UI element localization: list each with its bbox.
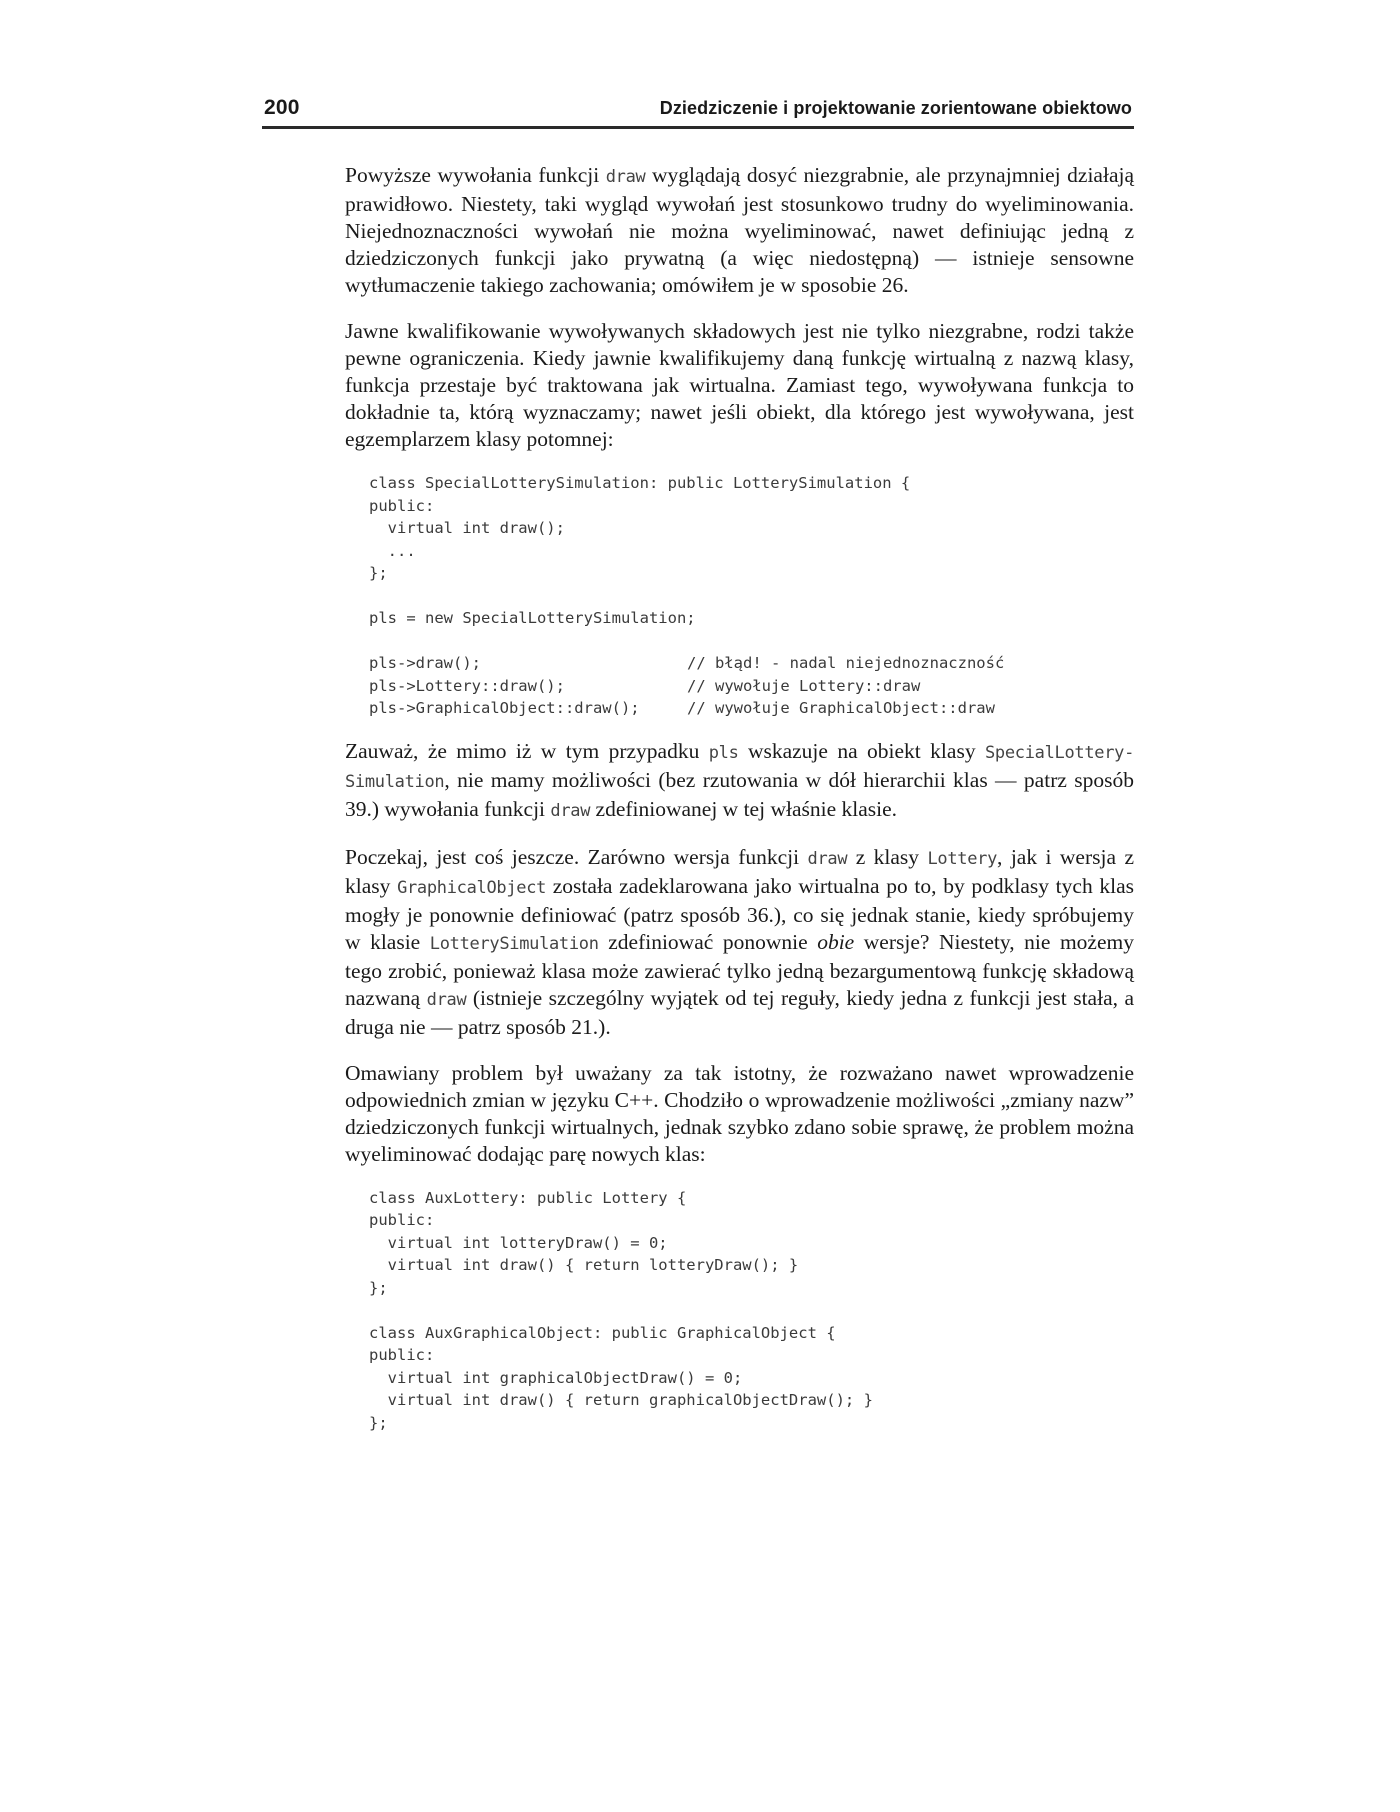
text-span: zdefiniowanej w tej właśnie klasie.	[590, 796, 898, 821]
inline-code: draw	[605, 167, 646, 187]
code-line	[369, 675, 1134, 698]
code-line: virtual int draw() { return lotteryDraw(); }	[369, 1256, 799, 1274]
text-span: , nie mamy możliwości (bez rzutowania w dół hierarchii klas — patrz sposób 39.) wywołania funkcji	[345, 767, 1134, 821]
inline-code: SpecialLottery-Simulation	[345, 742, 1135, 792]
code-line: public:	[369, 1346, 435, 1364]
text-span: wersje? Niestety, nie możemy tego zrobić, ponieważ klasa może zawierać tylko jedną bezargumentową funkcję składową nazwaną	[345, 929, 1134, 1010]
code-line: virtual int graphicalObjectDraw() = 0;	[369, 1368, 743, 1387]
paragraph-2: Jawne kwalifikowanie wywoływanych składowych jest nie tylko niezgrabne, rodzi także pewne ograniczenia. Kiedy jawnie kwalifikujemy daną funkcję wirtualną z nazwą klasy, funkcja przestaje być traktowana jak wirtualna. Zamiast tego, wywoływana funkcja to dokładnie ta, którą wyznaczamy; nawet jeśli obiekt, dla którego jest wywoływana, jest egzemplarzem klasy potomnej:	[345, 319, 1134, 451]
code-comment: // wywołuje GraphicalObject::draw	[687, 699, 995, 717]
code-block-2	[369, 1187, 1134, 1435]
code-line: ...	[369, 541, 416, 560]
emphasis: obie	[817, 929, 855, 954]
code-gap	[369, 630, 1134, 653]
code-line: class AuxLottery: public Lottery {	[369, 1188, 687, 1207]
code-statement: pls->Lottery::draw();	[369, 676, 565, 695]
text-span: Powyższe wywołania funkcji	[345, 163, 606, 187]
paragraph-5: Omawiany problem był uważany za tak istotny, że rozważano nawet wprowadzenie odpowiednich zmian w języku C++. Chodziło o wprowadzenie możliwości „zmiany nazw” dziedziczonych funkcji wirtualnych, jednak szybko zdano sobie sprawę, że problem można wyeliminować dodając parę nowych klas:	[345, 1060, 1134, 1166]
code-block-1	[369, 472, 1134, 720]
code-line: virtual int lotteryDraw() = 0;	[369, 1233, 668, 1252]
text-span: wyglądają dosyć niezgrabnie, ale przynajmniej działają prawidłowo. Niestety, taki wygląd wywołań jest stosunkowo trudny do wyeliminowania. Niejednoznaczności wywołań nie można wyeliminować, nawet definiując jedną z dziedziczonych funkcji jako prywatną (a więc niedostępną) — istnieje sensowne wytłumaczenie takiego zachowania; omówiłem je w sposobie 26.	[345, 163, 1135, 297]
code-line: };	[369, 564, 388, 582]
inline-code: LotterySimulation	[429, 933, 599, 954]
code-line: virtual int draw() { return graphicalObjectDraw(); }	[369, 1391, 873, 1409]
text-span: Zauważ, że mimo iż w tym przypadku	[345, 738, 709, 763]
inline-code: Lottery	[927, 848, 998, 869]
page-body	[345, 162, 1134, 1452]
code-statement: pls->draw();	[369, 654, 481, 672]
chapter-title: Dziedziczenie i projektowanie zorientowane obiektowo	[659, 98, 1132, 118]
text-span: z klasy	[847, 844, 928, 869]
code-line	[369, 652, 1134, 675]
code-line: public:	[369, 1211, 435, 1229]
text-span: (istnieje szczególny wyjątek od tej reguły, kiedy jedna z funkcji jest stała, a druga nie — patrz sposób 21.).	[345, 985, 1134, 1039]
paragraph-3	[345, 738, 1134, 825]
code-line: pls = new SpecialLotterySimulation;	[369, 609, 696, 627]
code-gap	[369, 1299, 1134, 1322]
code-line: virtual int draw();	[369, 519, 565, 537]
code-line: class SpecialLotterySimulation: public LotterySimulation {	[369, 474, 911, 492]
text-span: Poczekaj, jest coś jeszcze. Zarówno wersja funkcji	[345, 844, 808, 869]
inline-code: draw	[807, 848, 848, 869]
code-gap	[369, 585, 1134, 608]
page-number: 200	[264, 96, 300, 119]
code-comment: // wywołuje Lottery::draw	[687, 676, 921, 695]
text-span: wskazuje na obiekt klasy	[738, 738, 985, 763]
code-line: class AuxGraphicalObject: public GraphicalObject {	[369, 1323, 836, 1342]
paragraph-1	[345, 162, 1134, 299]
paragraph-4	[345, 844, 1134, 1041]
page-header	[262, 96, 1134, 129]
code-line	[369, 697, 1134, 720]
inline-code: draw	[550, 800, 591, 821]
text-span: zdefiniować ponownie	[598, 929, 818, 954]
inline-code: pls	[708, 742, 739, 763]
code-line: public:	[369, 496, 435, 515]
code-line: };	[369, 1278, 388, 1297]
inline-code: GraphicalObject	[397, 877, 547, 898]
text-span: , jak i wersja z klasy	[345, 844, 1134, 898]
text-span: została zadeklarowana jako wirtualna po to, by podklasy tych klas mogły je ponownie definiować (patrz sposób 36.), co się jednak stanie, kiedy spróbujemy w klasie	[345, 873, 1134, 954]
code-comment: // błąd! - nadal niejednoznaczność	[687, 654, 1005, 672]
code-statement: pls->GraphicalObject::draw();	[369, 699, 640, 717]
code-line: };	[369, 1413, 388, 1432]
inline-code: draw	[426, 989, 467, 1010]
